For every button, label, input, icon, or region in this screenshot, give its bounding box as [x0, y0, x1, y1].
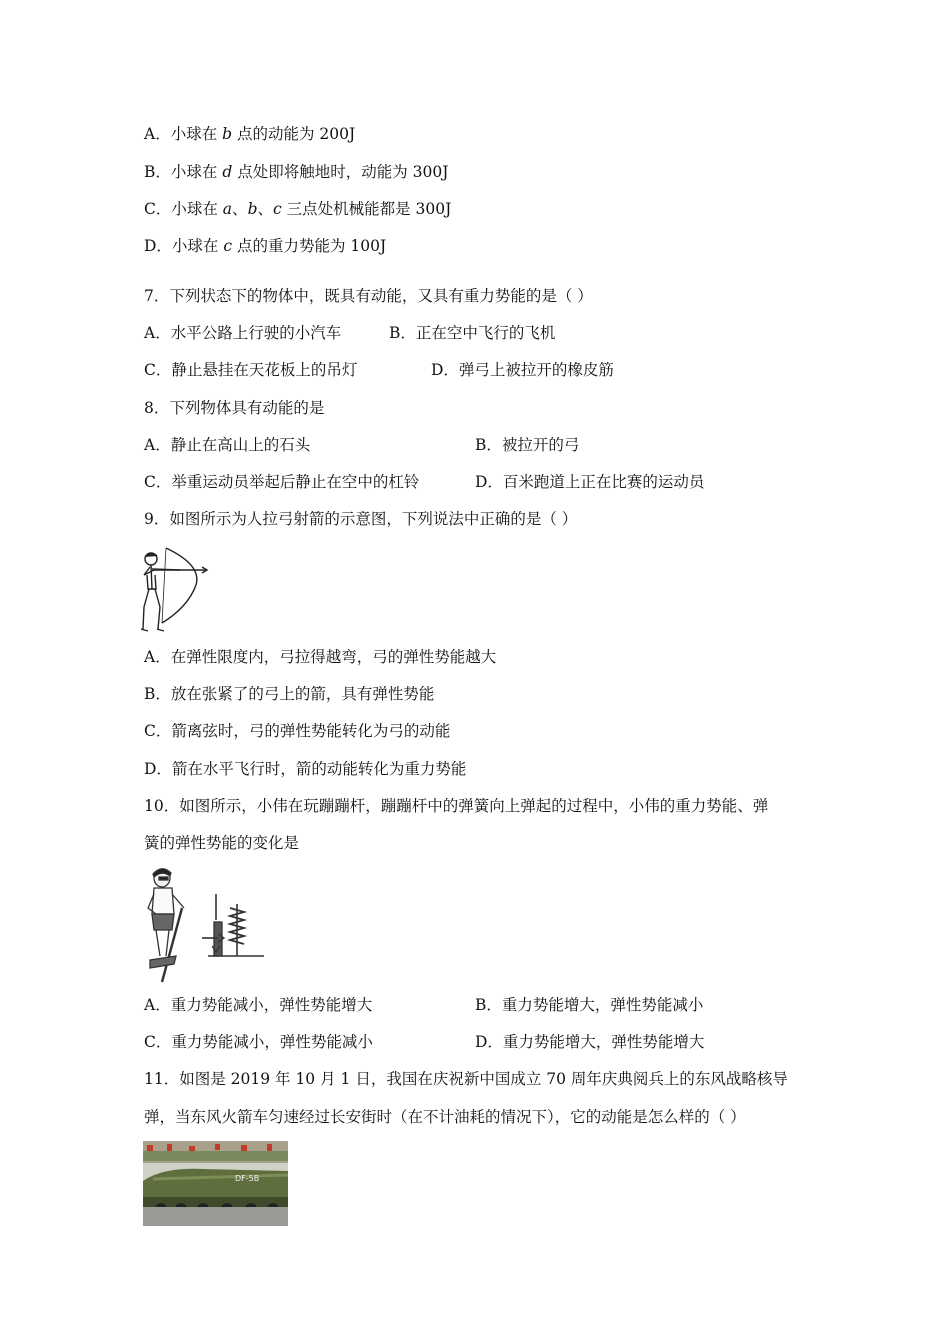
q6-option-c: C．小球在 a、b、c 三点处机械能都是 300J	[144, 200, 452, 218]
q8-stem: 8．下列物体具有动能的是	[144, 399, 325, 417]
q7-option-c: C．静止悬挂在天花板上的吊灯	[144, 361, 358, 379]
pogo-stick-figure	[142, 864, 268, 986]
q9-option-d: D．箭在水平飞行时，箭的动能转化为重力势能	[144, 760, 467, 778]
q11-stem-line2: 弹，当东风火箭车匀速经过长安街时（在不计油耗的情况下），它的动能是怎么样的（ ）	[144, 1108, 746, 1126]
archer-figure	[140, 545, 212, 633]
q8-option-c: C．举重运动员举起后静止在空中的杠铃	[144, 473, 420, 491]
q7-option-d: D．弹弓上被拉开的橡皮筋	[431, 361, 614, 379]
q11-stem-line1: 11．如图是 2019 年 10 月 1 日，我国在庆祝新中国成立 70 周年庆典阅兵上的东风战略核导	[144, 1070, 788, 1088]
q6-option-b: B．小球在 d 点处即将触地时，动能为 300J	[144, 163, 449, 181]
q7-option-b: B．正在空中飞行的飞机	[389, 324, 556, 342]
q8-option-d: D．百米跑道上正在比赛的运动员	[475, 473, 705, 491]
q10-option-b: B．重力势能增大，弹性势能减小	[475, 996, 704, 1014]
q9-stem: 9．如图所示为人拉弓射箭的示意图，下列说法中正确的是（ ）	[144, 510, 578, 528]
q8-option-a: A．静止在高山上的石头	[144, 436, 311, 454]
q6-option-d: D．小球在 c 点的重力势能为 100J	[144, 237, 387, 255]
q9-option-b: B．放在张紧了的弓上的箭，具有弹性势能	[144, 685, 435, 703]
q10-option-c: C．重力势能减小，弹性势能减小	[144, 1033, 373, 1051]
q7-stem: 7．下列状态下的物体中，既具有动能，又具有重力势能的是（ ）	[144, 287, 593, 305]
q9-option-a: A．在弹性限度内，弓拉得越弯，弓的弹性势能越大	[144, 648, 497, 666]
missile-parade-photo	[143, 1141, 288, 1226]
q10-option-a: A．重力势能减小，弹性势能增大	[144, 996, 373, 1014]
missile-label: DF-5B	[235, 1174, 260, 1183]
q8-option-b: B．被拉开的弓	[475, 436, 580, 454]
q6-option-a: A．小球在 b 点的动能为 200J	[144, 125, 356, 143]
q10-stem-line1: 10．如图所示，小伟在玩蹦蹦杆，蹦蹦杆中的弹簧向上弹起的过程中，小伟的重力势能、弹	[144, 797, 769, 815]
q10-option-d: D．重力势能增大，弹性势能增大	[475, 1033, 705, 1051]
q7-option-a: A．水平公路上行驶的小汽车	[144, 324, 342, 342]
q9-option-c: C．箭离弦时，弓的弹性势能转化为弓的动能	[144, 722, 451, 740]
q10-stem-line2: 簧的弹性势能的变化是	[144, 834, 300, 852]
